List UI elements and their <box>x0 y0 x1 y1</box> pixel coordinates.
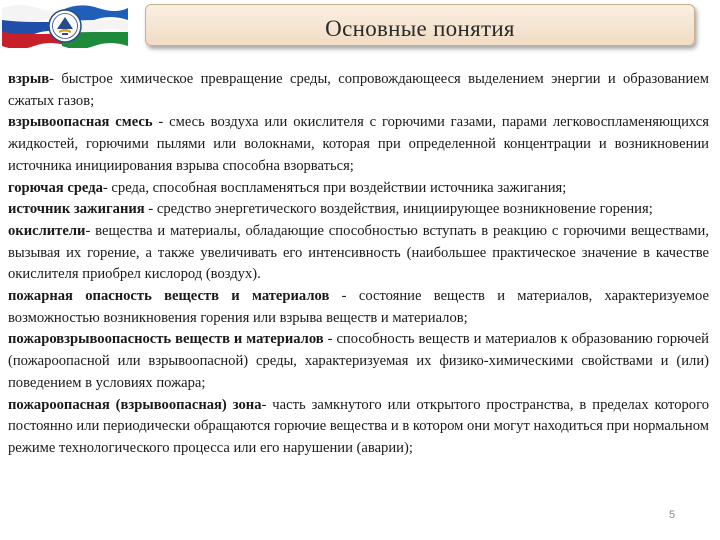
definition-term: горючая среда <box>8 179 103 196</box>
definition-item <box>8 112 709 177</box>
definition-term: источник зажигания <box>8 201 145 218</box>
definition-term: взрыв <box>8 71 50 87</box>
definition-text: - часть замкнутого или открытого пространства, в пределах которого постоянно или периодически обращаются горючие вещества и в котором они могут находиться при нормальном режиме технологического процесса или его нарушении (аварии); <box>8 396 709 456</box>
definition-text: - средство энергетического воздействия, инициирующее возникновение горения; <box>144 201 653 218</box>
definition-text: - вещества и материалы, обладающие способностью вступать в реакцию с горючими веществами, вызывая их горение, а также увеличивать его интенсивность (наибольшее практическое значение в качестве окислителя приобрел кислород (воздух). <box>8 222 709 283</box>
page-title: Основные понятия <box>325 16 515 41</box>
definition-text: - среда, способная воспламеняться при воздействии источника зажигания; <box>102 179 567 196</box>
definition-item <box>8 199 709 221</box>
definition-item <box>8 69 709 112</box>
definition-item <box>8 178 709 200</box>
definition-item <box>8 221 709 286</box>
definition-text: - состояние веществ и материалов, характеризуемое возможностью возникновения горения или взрыва веществ и материалов; <box>8 288 709 326</box>
definition-item <box>8 395 709 460</box>
title-bar <box>145 4 695 46</box>
definition-term: пожарная опасность веществ и материалов <box>8 288 330 305</box>
definition-text: - смесь воздуха или окислителя с горючими газами, парами легковоспламеняющихся жидкостей, горючими пылями или волокнами, которая при определенной концентрации и возникновении источника инициирования взрыва способна взорваться; <box>8 114 709 174</box>
definition-term: окислители <box>8 222 86 239</box>
definitions-list <box>8 69 709 460</box>
definition-term: пожароопасная (взрывоопасная) зона <box>8 396 262 413</box>
definition-text: - быстрое химическое превращение среды, сопровождающееся выделением энергии и образованием сжатых газов; <box>8 71 709 109</box>
flags-emblem-logo <box>2 2 128 48</box>
definition-item <box>8 286 709 329</box>
definition-term: взрывоопасная смесь <box>8 114 153 131</box>
definition-item <box>8 329 709 394</box>
definition-term: пожаровзрывоопасность веществ и материалов <box>8 331 324 348</box>
page-number: 5 <box>669 509 676 521</box>
flags-emblem-icon <box>2 2 128 48</box>
definition-text: - способность веществ и материалов к образованию горючей (пожароопасной или взрывоопасной) среды, характеризуемая их физико-химическими свойствами и (или) поведением в условиях пожара; <box>8 331 709 391</box>
